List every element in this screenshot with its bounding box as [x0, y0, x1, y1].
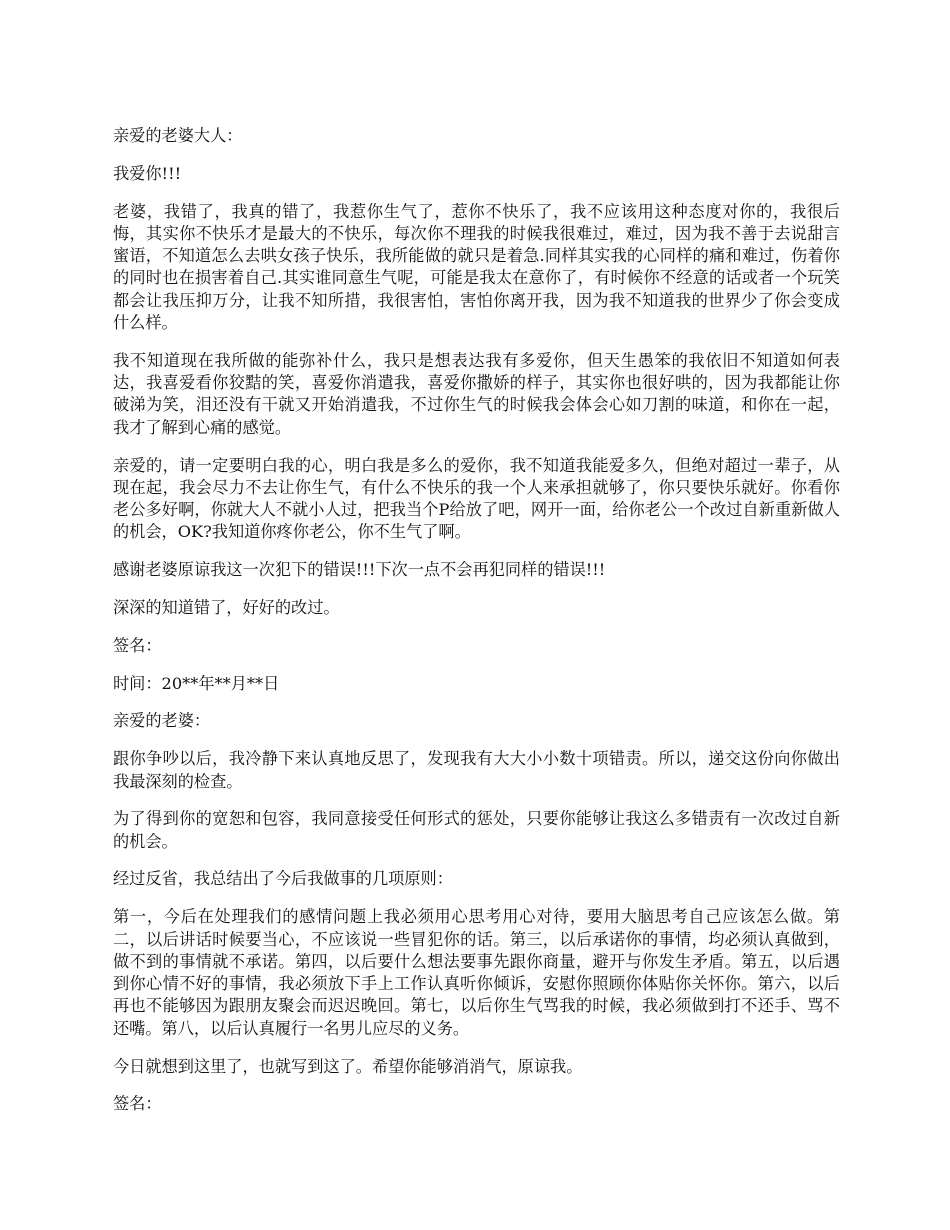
letter1-signature-label: 签名：: [113, 635, 162, 655]
letter2-paragraph-closing: 今日就想到这里了，也就写到这了。希望你能够消消气，原谅我。: [113, 1056, 583, 1076]
letter1-greeting: 我爱你!!!: [113, 163, 182, 183]
letter1-paragraph-apology: 老婆，我错了，我真的错了，我惹你生气了，惹你不快乐了，我不应该用这种态度对你的，我很后悔，其实你不快乐才是最大的不快乐，每次你不理我的时候我很难过，难过，因为我不善于去说甜言蜜语，不知道怎么去哄女孩子快乐，我所能做的就只是着急.同样其实我的心同样的痛和难过，伤着你的同时也在损害着自己.其实谁同意生气呢，可能是我太在意你了，有时候你不经意的话或者一个玩笑都会让我压抑万分，让我不知所措，我很害怕，害怕你离开我，因为我不知道我的世界少了你会变成什么样。: [113, 201, 840, 333]
letter1-paragraph-love: 我不知道现在我所做的能弥补什么，我只是想表达我有多爱你，但天生愚笨的我依旧不知道如何表达，我喜爱看你狡黠的笑，喜爱你消遣我，喜爱你撒娇的样子，其实你也很好哄的，因为我都能让你破涕为笑，泪还没有干就又开始消遣我，不过你生气的时候我会体会心如刀割的味道，和你在一起，我才了解到心痛的感觉。: [113, 350, 840, 437]
letter1-date-line: 时间：20**年**月**日: [113, 673, 280, 693]
letter2-signature-label: 签名：: [113, 1094, 162, 1114]
letter2-paragraph-principles: 第一，今后在处理我们的感情问题上我必须用心思考用心对待，要用大脑思考自己应该怎么做。第二，以后讲话时候要当心，不应该说一些冒犯你的话。第三，以后承诺你的事情，均必须认真做到，做不到的事情就不承诺。第四，以后要什么想法要事先跟你商量，避开与你发生矛盾。第五，以后遇到你心情不好的事情，我必须放下手上工作认真听你倾诉，安慰你照顾你体贴你关怀你。第六，以后再也不能够因为跟朋友聚会而迟迟晚回。第七，以后你生气骂我的时候，我必须做到打不还手、骂不还嘴。第八，以后认真履行一名男儿应尽的义务。: [113, 907, 840, 1038]
letter1-salutation: 亲爱的老婆大人：: [113, 126, 243, 145]
letter2-salutation: 亲爱的老婆：: [113, 711, 211, 731]
letter1-paragraph-thanks: 感谢老婆原谅我这一次犯下的错误!!!下次一点不会再犯同样的错误!!!: [113, 560, 606, 580]
letter2-paragraph-principles-intro: 经过反省，我总结出了今后我做事的几项原则：: [113, 869, 453, 889]
letter2-paragraph-reflection: 跟你争吵以后，我冷静下来认真地反思了，发现我有大大小小数十项错责。所以，递交这份向你做出我最深刻的检查。: [113, 749, 840, 791]
document-page: [113, 125, 840, 1131]
letter2-paragraph-acceptance: 为了得到你的宽恕和包容，我同意接受任何形式的惩处，只要你能够让我这么多错责有一次改过自新的机会。: [113, 809, 840, 851]
letter1-paragraph-reflection: 深深的知道错了，好好的改过。: [113, 598, 340, 618]
letter1-paragraph-promise: 亲爱的，请一定要明白我的心，明白我是多么的爱你，我不知道我能爱多久，但绝对超过一辈子，从现在起，我会尽力不去让你生气，有什么不快乐的我一个人来承担就够了，你只要快乐就好。你看你老公多好啊，你就大人不就小人过，把我当个P给放了吧，网开一面，给你老公一个改过自新重新做人的机会，OK?我知道你疼你老公，你不生气了啊。: [113, 455, 840, 542]
